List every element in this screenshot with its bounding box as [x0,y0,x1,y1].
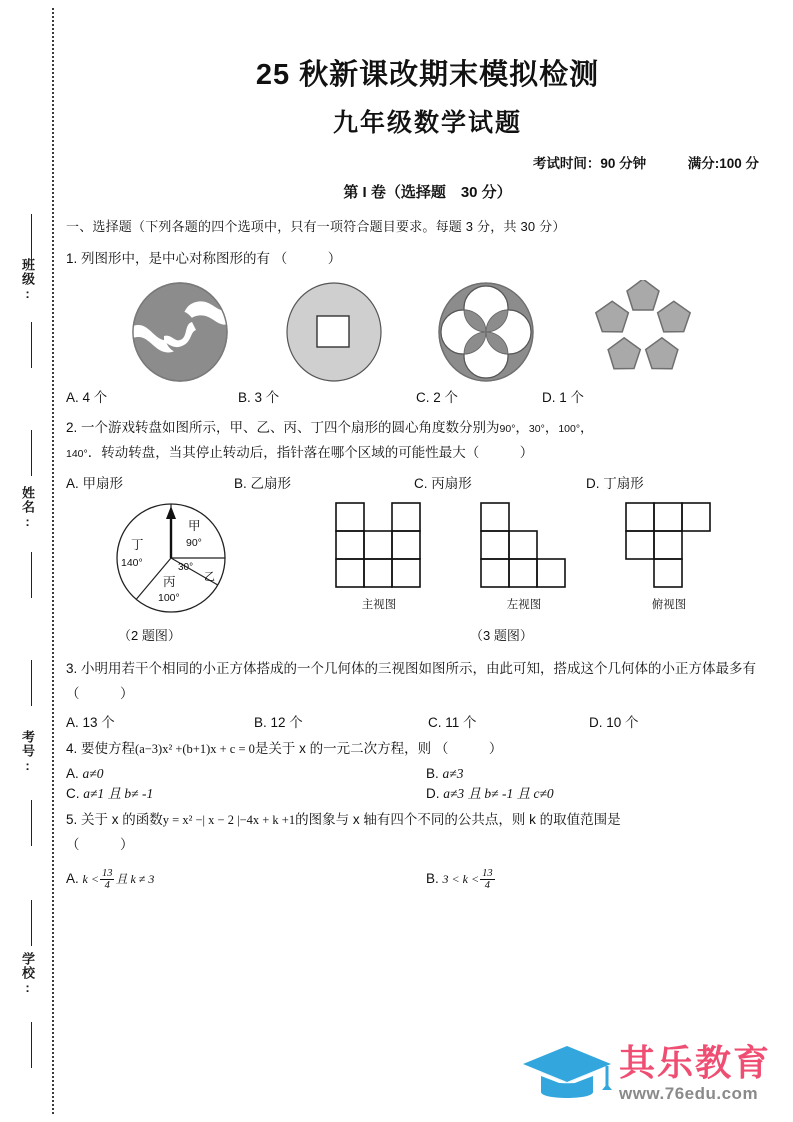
question-3-option-D[interactable] [589,711,639,731]
margin-rule [31,430,32,476]
four-petal-flower-figure [436,280,536,384]
margin-rule [31,660,32,706]
exam-meta [62,152,793,172]
question-2-option-C[interactable] [414,472,586,492]
question-4-text-pre: 要使方程 [81,740,136,756]
question-4-options-row1 [62,766,793,782]
option-value: 3 个 [254,389,280,405]
question-2-text-a: 一个游戏转盘如图所示，甲、乙、丙、丁四个扇形的圆心角度数分别为 [81,419,500,435]
front-view-caption: 主视图 [361,598,397,611]
side-view-caption: 左视图 [506,598,542,611]
option-value: 12 个 [270,714,303,730]
question-1-text: 列图形中，是中心对称图形的有 （ ） [81,251,342,266]
question-2-option-D[interactable] [586,472,644,492]
spinner-angle-jia: 90° [186,536,202,549]
option-value: 乙扇形 [250,475,292,491]
section-heading: 第 I 卷（选择题 30 分） [343,184,512,201]
question-2-number: 2. [66,419,78,435]
question-2-angle-2: 30° [528,422,545,435]
question-5-option-B[interactable] [426,868,496,891]
option-label: B. [426,765,439,781]
question-4-text-post: 是关于 x 的一元二次方程，则 （ ） [254,740,503,756]
question-5-equation: y = x² −| x − 2 |−4x + k +1 [162,812,296,827]
question-3-figure-caption: （3 题图） [470,627,533,643]
sealing-dotted-line [52,8,54,1114]
option-label: D. [542,389,556,405]
fraction-13-4 [480,868,495,891]
question-2-option-B[interactable] [234,472,414,492]
paper-content [62,0,793,1122]
margin-rule [31,800,32,846]
question-1-options [62,386,793,406]
fraction-denominator: 4 [104,879,110,891]
option-label: C. [416,389,430,405]
option-label: C. [428,714,442,730]
question-1-option-D[interactable] [542,386,584,406]
question-1 [62,247,793,272]
question-3 [62,657,793,707]
question-5-option-A[interactable] [66,868,426,891]
exam-duration: 考试时间：90 分钟 [532,156,647,171]
margin-label-name: 姓名: [20,486,35,530]
question-3-option-A[interactable] [66,711,254,731]
option-label: A. [66,714,79,730]
option-label: A. [66,475,79,491]
margin-rule [31,322,32,368]
question-4-equation: (a−3)x² +(b+1)x + c = 0 [135,741,255,756]
option-value: 2 个 [433,389,459,405]
question-5-text-post: 的图象与 x 轴有四个不同的公共点，则 k 的取值范围是 [295,811,621,827]
option-label: A. [66,765,79,781]
question-3-options [62,711,793,731]
option-value: 丁扇形 [603,475,644,491]
question-5-text-pre: 关于 x 的函数 [81,811,163,827]
question-5-options [62,868,793,891]
option-value: 丙扇形 [431,475,472,491]
question-4 [62,737,793,762]
exam-full-score: 满分:100 分 [687,156,759,171]
question-4-option-C[interactable] [66,782,426,802]
logo-url: www.76edu.com [618,1083,759,1103]
question-1-number: 1. [66,251,78,266]
fraction-13-4 [100,868,115,891]
option-value: 11 个 [445,714,477,730]
sealing-margin [0,0,62,1122]
margin-rule [31,214,32,260]
option-value-prefix: k < [82,871,99,886]
question-2-angle-4: 140° [66,447,88,460]
margin-label-class: 班级: [20,258,35,302]
spinner-angle-bing: 100° [158,591,180,604]
figures-row-q2-q3 [62,500,793,625]
page-title: 25 秋新课改期末模拟检测 [255,59,600,91]
question-4-number: 4. [66,740,78,756]
question-1-option-B[interactable] [238,386,416,406]
margin-label-school: 学校: [20,952,35,996]
option-label: B. [234,475,247,491]
option-label: D. [426,785,440,801]
option-label: C. [66,785,80,801]
fraction-numerator: 13 [101,867,113,879]
option-value: a≠1 且 b≠ -1 [83,785,154,801]
option-label: D. [586,475,600,491]
option-label: D. [589,714,603,730]
spinner-angle-ding: 140° [121,556,143,569]
option-label: A. [66,870,79,886]
question-3-option-C[interactable] [428,711,589,731]
swirl-yin-yang-figure [130,280,230,384]
question-2-figure-caption: （2 题图） [118,627,181,643]
question-3-text: 小明用若干个相同的小正方体搭成的一个几何体的三视图如图所示，由此可知，搭成这个几何体的小正方体最多有 （ ） [66,660,757,701]
spinner-wheel-figure [108,500,234,616]
spinner-label-bing: 丙 [163,574,176,589]
logo-brand: 其乐教育 [618,1042,771,1084]
site-logo [521,1040,771,1108]
option-label: B. [426,870,439,886]
option-value-prefix: 3 < k < [442,871,480,886]
question-4-option-A[interactable] [66,766,426,782]
question-2: 2. 一个游戏转盘如图所示，甲、乙、丙、丁四个扇形的圆心角度数分别为90°，30°，100°， [66,419,594,435]
margin-rule [31,552,32,598]
side-view-grid [479,501,569,591]
question-2-angle-1: 90° [499,422,516,435]
fraction-denominator: 4 [484,879,490,891]
question-1-option-C[interactable] [416,386,542,406]
top-view-figure [624,501,714,612]
option-value: a≠3 且 b≠ -1 且 c≠0 [443,785,554,801]
side-view-figure [479,501,569,612]
top-view-caption: 俯视图 [651,598,687,611]
spinner-label-ding: 丁 [131,537,144,552]
front-view-figure [334,501,424,612]
option-label: C. [414,475,428,491]
margin-rule [31,900,32,946]
page-subtitle: 九年级数学试题 [332,110,522,137]
five-pentagon-ring-figure [588,280,698,384]
option-value: 4 个 [82,389,108,405]
option-value: 13 个 [82,714,115,730]
figure-captions-row [62,625,793,651]
option-value: 甲扇形 [82,475,124,491]
question-2-option-A[interactable] [66,472,234,492]
question-2-text-b: ．转动转盘，当其停止转动后，指针落在哪个区域的可能性最大（ ） [87,444,534,460]
question-3-option-B[interactable] [254,711,428,731]
front-view-grid [334,501,424,591]
option-value-suffix: 且 k ≠ 3 [115,871,155,886]
spinner-label-jia: 甲 [188,518,201,533]
question-4-option-B[interactable] [426,766,463,782]
top-view-grid [624,501,714,591]
option-value: a≠3 [442,765,464,781]
question-5 [62,808,793,833]
fraction-numerator: 13 [482,867,493,879]
option-value: 1 个 [559,389,585,405]
option-value: 10 个 [606,714,639,730]
option-label: B. [254,714,267,730]
question-4-option-D[interactable] [426,782,554,802]
question-2-options [62,472,793,492]
question-1-option-A[interactable] [66,386,238,406]
section-instruction: 一、选择题（下列各题的四个选项中，只有一项符合题目要求。每题 3 分，共 30 分） [66,219,566,234]
margin-label-exam-number: 考号: [20,730,35,774]
margin-rule [31,1022,32,1068]
question-5-number: 5. [66,811,78,827]
question-5-paren: （ ） [66,836,134,852]
coin-square-hole-figure [284,280,384,384]
spinner-label-yi: 乙 [204,570,215,583]
option-label: A. [66,389,79,405]
graduation-cap-icon [521,1040,613,1108]
logo-text-block [619,1044,771,1104]
option-label: B. [238,389,251,405]
question-4-options-row2 [62,782,793,802]
question-2-angle-3: 100° [558,422,581,435]
question-2-line2 [62,441,793,466]
option-value: a≠0 [82,765,104,781]
question-3-number: 3. [66,660,78,676]
spinner-angle-yi: 30° [178,561,194,573]
question-1-figures [62,278,793,384]
